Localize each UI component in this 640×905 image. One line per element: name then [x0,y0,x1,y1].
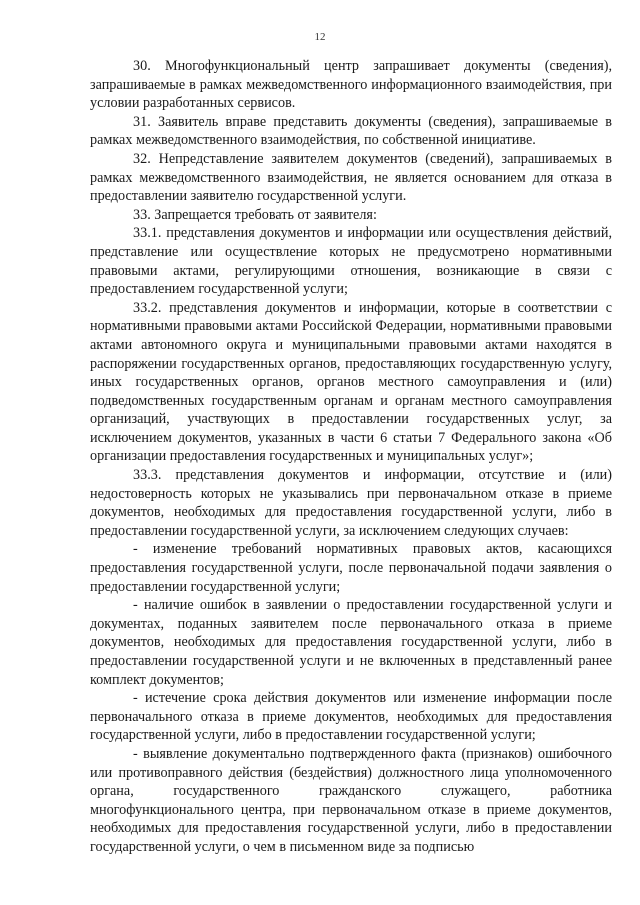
paragraph-30: 30. Многофункциональный центр запрашивает документы (сведения), запрашиваемые в рамках межведомственного информационного взаимодействия, при условии разработанных сервисов. [90,58,612,112]
paragraph-32: 32. Непредставление заявителем документов (сведений), запрашиваемых в рамках межведомственного взаимодействия, не является основанием для отказа в предоставлении заявителю государственной услуги. [90,150,612,205]
list-item-official-error: - выявление документально подтвержденного факта (признаков) ошибочного или противоправного действия (бездействия) должностного лица уполномоченного органа, государственного гражданского служащего, работника многофункционального центра, при первоначальном отказе в приеме документов, необходимых для предоставления государственной услуги, либо в предоставлении государственной услуги, о чем в письменном виде за подписью [90,745,612,855]
list-item-document-expiry: - истечение срока действия документов или изменение информации после первоначального отказа в приеме документов, необходимых для предоставления государственной услуги, либо в предоставлении государственной услуги; [90,690,612,744]
paragraph-33-1: 33.1. представления документов и информации или осуществления действий, представление или осуществление которых не предусмотрено нормативными правовыми актами, регулирующими отношения, возникающие в связи с предоставлением государственной услуги; [90,225,612,298]
paragraph-33: 33. Запрещается требовать от заявителя: [133,206,377,223]
document-body [90,57,612,857]
paragraph-31: 31. Заявитель вправе представить документы (сведения), запрашиваемые в рамках межведомственного взаимодействия, по собственной инициативе. [90,113,612,149]
paragraph-33-3: 33.3. представления документов и информации, отсутствие и (или) недостоверность которых не указывались при первоначальном отказе в приеме документов, необходимых для предоставления государственной услуги, либо в предоставлении государственной услуги, за исключением следующих случаев: [90,467,612,539]
paragraph-33-2: 33.2. представления документов и информации, которые в соответствии с нормативными правовыми актами Российской Федерации, нормативными правовыми актами автономного округа и муниципальными правовыми актами находятся в распоряжении государственных органов, предоставляющих государственную услугу, иных государственных органов, органов местного самоуправления и (или) подведомственных государственным органам и органам местного самоуправления организаций, участвующих в предоставлении государственных услуг, за исключением документов, указанных в части 6 статьи 7 Федерального закона «Об организации предоставления государственных и муниципальных услуг»; [90,299,612,465]
list-item-requirements-change: - изменение требований нормативных правовых актов, касающихся предоставления государственной услуги, после первоначальной подачи заявления о предоставлении государственной услуги; [90,541,612,595]
page-number: 12 [314,31,326,43]
list-item-application-errors: - наличие ошибок в заявлении о предоставлении государственной услуги и документах, поданных заявителем после первоначального отказа в приеме документов, необходимых для предоставления государственной услуги, либо в предоставлении государственной услуги и не включенных в представленный ранее комплект документов; [90,597,612,688]
